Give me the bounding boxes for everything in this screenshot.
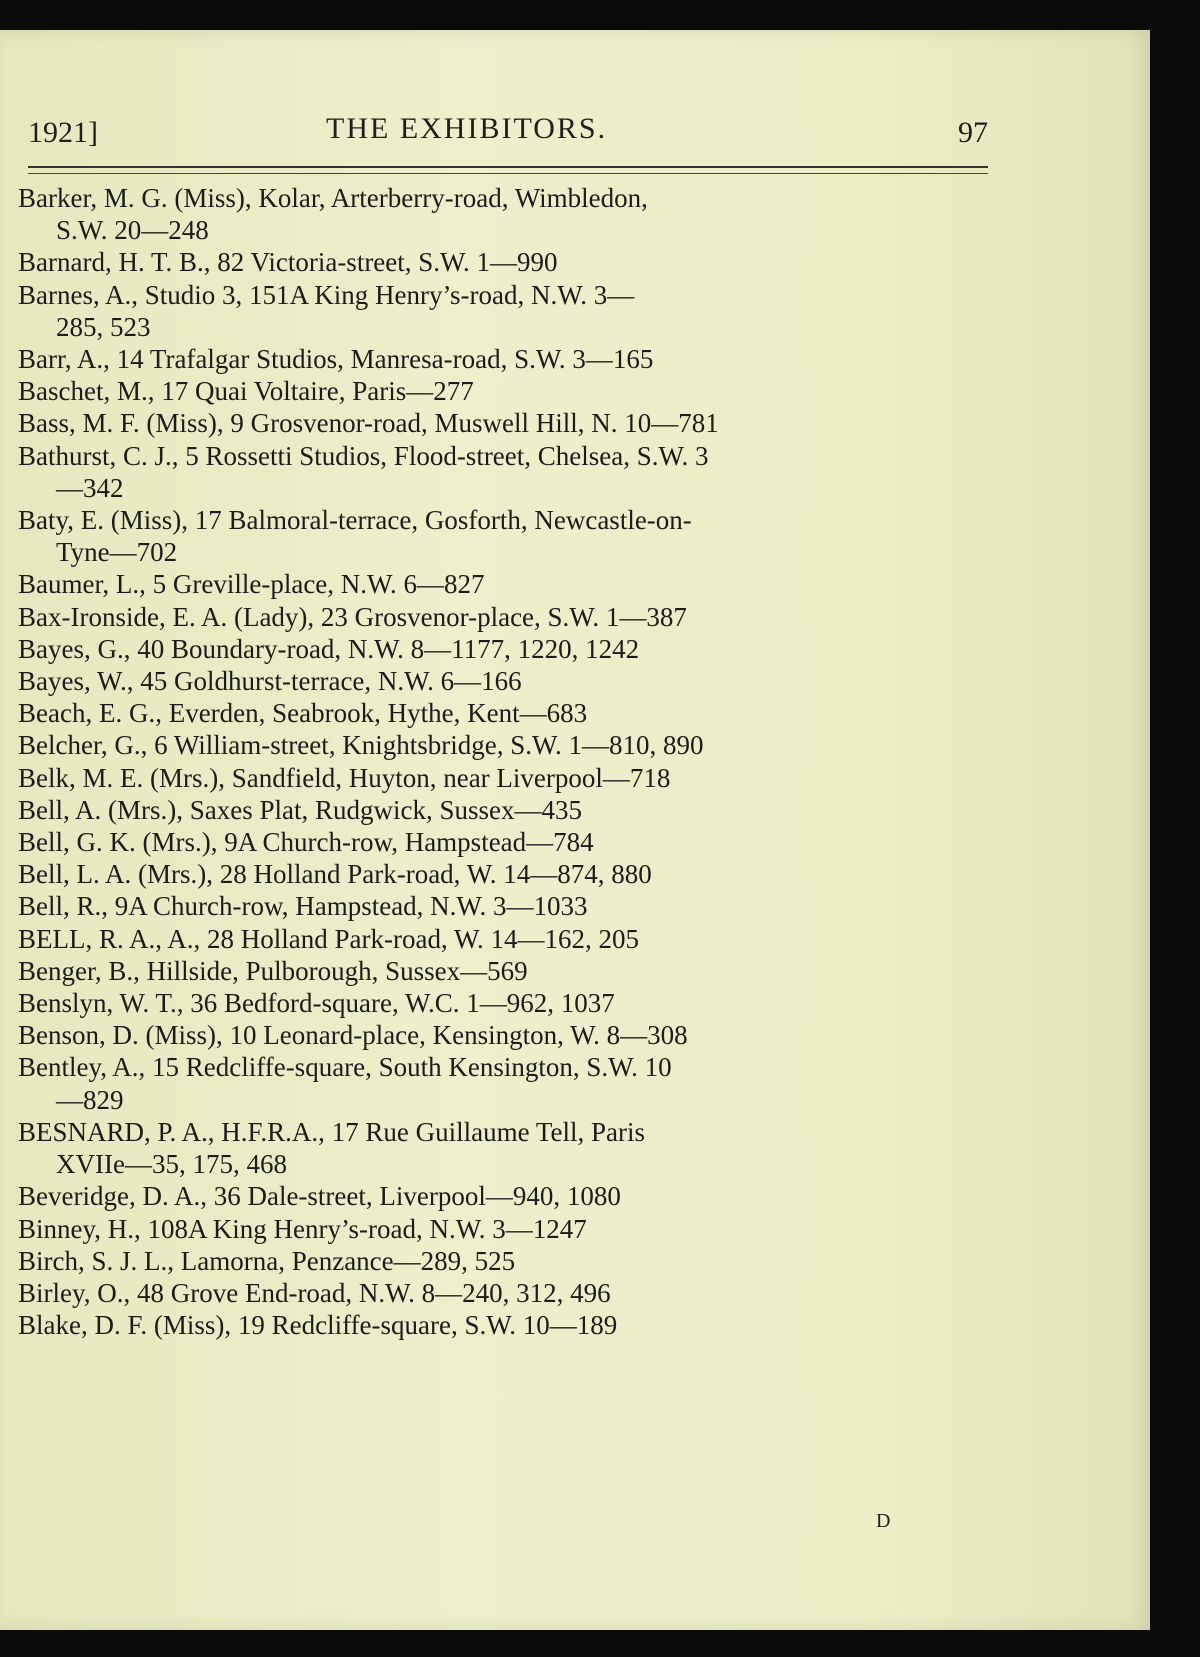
exhibitor-entry: [18, 568, 988, 600]
exhibitor-entry: [18, 858, 988, 890]
exhibitor-entry: [18, 794, 988, 826]
entry-line: Bax-Ironside, E. A. (Lady), 23 Grosvenor-place, S.W. 1—387: [18, 601, 687, 632]
exhibitor-entry: [18, 440, 988, 504]
entry-line: Birch, S. J. L., Lamorna, Penzance—289, 525: [18, 1245, 516, 1276]
entry-line: Bathurst, C. J., 5 Rossetti Studios, Flood-street, Chelsea, S.W. 3: [18, 440, 709, 471]
exhibitor-entry: [18, 762, 988, 794]
entry-line: Barnard, H. T. B., 82 Victoria-street, S.W. 1—990: [18, 247, 558, 278]
book-page: [0, 30, 1150, 1630]
entry-line: Benslyn, W. T., 36 Bedford-square, W.C. 1—962, 1037: [18, 988, 615, 1019]
entry-continuation: Tyne—702: [56, 537, 178, 568]
signature-mark: D: [876, 1510, 891, 1532]
entry-line: Blake, D. F. (Miss), 19 Redcliffe-square, S.W. 10—189: [18, 1310, 618, 1341]
exhibitor-list: [18, 182, 988, 1341]
entry-line: Baumer, L., 5 Greville-place, N.W. 6—827: [18, 569, 485, 600]
exhibitor-entry: [18, 955, 988, 987]
page-title: THE EXHIBITORS.: [326, 112, 608, 145]
exhibitor-entry: [18, 665, 988, 697]
entry-line: Binney, H., 108A King Henry’s-road, N.W. 3—1247: [18, 1213, 587, 1244]
entry-line: Benson, D. (Miss), 10 Leonard-place, Kensington, W. 8—308: [18, 1020, 688, 1051]
entry-line: Barker, M. G. (Miss), Kolar, Arterberry-road, Wimbledon,: [18, 183, 648, 213]
exhibitor-entry: [18, 1213, 988, 1245]
exhibitor-entry: [18, 504, 988, 568]
entry-line: Belk, M. E. (Mrs.), Sandfield, Huyton, near Liverpool—718: [18, 762, 671, 793]
entry-line: Barnes, A., Studio 3, 151A King Henry’s-road, N.W. 3—: [18, 279, 635, 310]
exhibitor-entry: [18, 407, 988, 439]
entry-continuation: —829: [56, 1084, 124, 1115]
exhibitor-entry: [18, 729, 988, 761]
entry-line: Bayes, G., 40 Boundary-road, N.W. 8—1177, 1220, 1242: [18, 633, 640, 664]
exhibitor-entry: [18, 1051, 988, 1115]
exhibitor-entry: [18, 923, 988, 955]
exhibitor-entry: [18, 246, 988, 278]
exhibitor-entry: [18, 1245, 988, 1277]
entry-line: Birley, O., 48 Grove End-road, N.W. 8—240, 312, 496: [18, 1277, 611, 1308]
header-year: 1921]: [28, 116, 98, 149]
exhibitor-entry: [18, 890, 988, 922]
entry-line: Bell, A. (Mrs.), Saxes Plat, Rudgwick, Sussex—435: [18, 794, 582, 825]
exhibitor-entry: [18, 279, 988, 343]
entry-line: Bayes, W., 45 Goldhurst-terrace, N.W. 6—166: [18, 666, 522, 697]
entry-line: Beveridge, D. A., 36 Dale-street, Liverpool—940, 1080: [18, 1181, 621, 1212]
entry-line: Baschet, M., 17 Quai Voltaire, Paris—277: [18, 376, 474, 407]
entry-continuation: XVIIe—35, 175, 468: [56, 1149, 287, 1180]
exhibitor-entry: [18, 1309, 988, 1341]
entry-line: Bell, L. A. (Mrs.), 28 Holland Park-road, W. 14—874, 880: [18, 859, 652, 890]
header-rule: [28, 166, 988, 174]
page-number: 97: [958, 116, 988, 149]
exhibitor-entry: [18, 697, 988, 729]
entry-line: Belcher, G., 6 William-street, Knightsbridge, S.W. 1—810, 890: [18, 730, 704, 761]
entry-line: Bentley, A., 15 Redcliffe-square, South Kensington, S.W. 10: [18, 1052, 672, 1083]
exhibitor-entry: [18, 1277, 988, 1309]
exhibitor-entry: [18, 601, 988, 633]
entry-line: BESNARD, P. A., H.F.R.A., 17 Rue Guillaume Tell, Paris: [18, 1116, 645, 1147]
entry-line: Bass, M. F. (Miss), 9 Grosvenor-road, Muswell Hill, N. 10—781: [18, 408, 719, 439]
exhibitor-entry: [18, 826, 988, 858]
entry-line: Bell, R., 9A Church-row, Hampstead, N.W. 3—1033: [18, 891, 588, 922]
exhibitor-entry: [18, 1116, 988, 1180]
entry-line: BELL, R. A., A., 28 Holland Park-road, W. 14—162, 205: [18, 923, 639, 954]
exhibitor-entry: [18, 633, 988, 665]
entry-continuation: 285, 523: [56, 311, 151, 342]
entry-continuation: —342: [56, 472, 124, 503]
exhibitor-entry: [18, 343, 988, 375]
exhibitor-entry: [18, 375, 988, 407]
entry-line: Bell, G. K. (Mrs.), 9A Church-row, Hampstead—784: [18, 827, 594, 858]
entry-line: Benger, B., Hillside, Pulborough, Sussex—569: [18, 955, 528, 986]
entry-line: Beach, E. G., Everden, Seabrook, Hythe, Kent—683: [18, 698, 588, 729]
exhibitor-entry: [18, 987, 988, 1019]
exhibitor-entry: [18, 1180, 988, 1212]
entry-line: Barr, A., 14 Trafalgar Studios, Manresa-road, S.W. 3—165: [18, 344, 654, 375]
exhibitor-entry: [18, 1019, 988, 1051]
exhibitor-entry: [18, 182, 988, 246]
running-header: [28, 112, 988, 166]
entry-line: Baty, E. (Miss), 17 Balmoral-terrace, Gosforth, Newcastle-on-: [18, 505, 692, 536]
entry-continuation: S.W. 20—248: [56, 215, 209, 246]
